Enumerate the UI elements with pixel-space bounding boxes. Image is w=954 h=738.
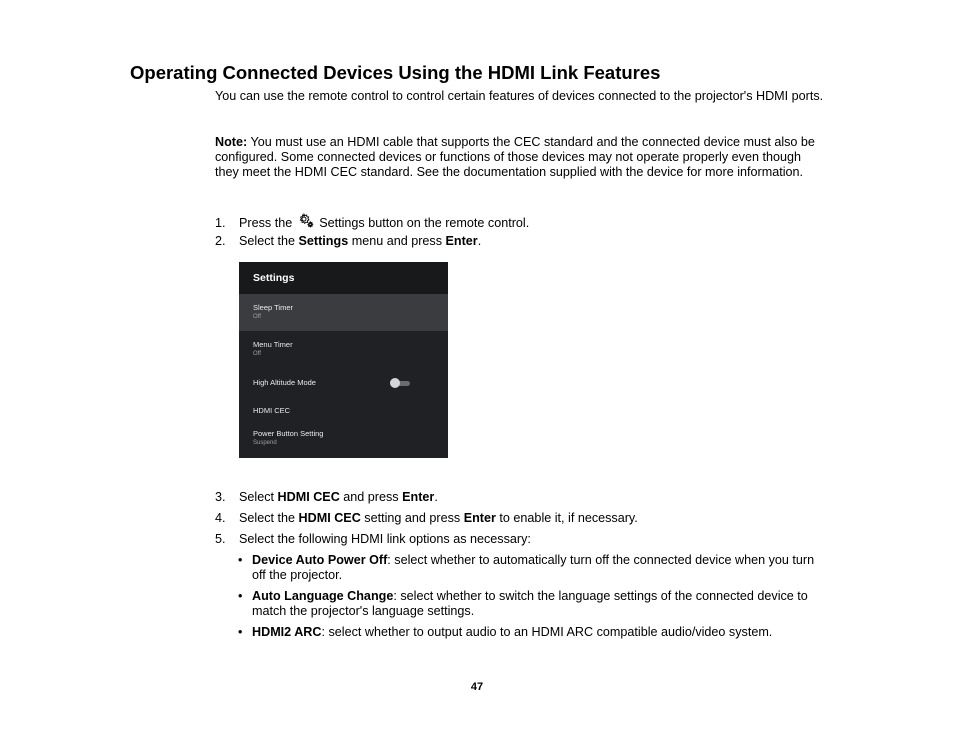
bullet-label: HDMI2 ARC bbox=[252, 625, 322, 639]
menu-item-hdmi-cec bbox=[239, 406, 448, 416]
menu-item-label: High Altitude Mode bbox=[253, 378, 316, 387]
step-number: 4. bbox=[215, 511, 226, 525]
step-number: 1. bbox=[215, 216, 226, 230]
step-4 bbox=[215, 511, 638, 526]
menu-item-label: Sleep Timer bbox=[253, 303, 294, 312]
step-text: to enable it, if necessary. bbox=[495, 511, 638, 525]
bullet-auto-language-change bbox=[238, 589, 828, 619]
step-bold: Enter bbox=[445, 234, 478, 248]
page-number: 47 bbox=[470, 681, 484, 693]
settings-menu-header: Settings bbox=[239, 262, 448, 294]
note-text: You must use an HDMI cable that supports the CEC standard and the connected device must also be configured. Some connected devices or functions of those devices may not operate properly even though they meet the HDMI CEC standard. See the documentation supplied with the device for more information. bbox=[215, 135, 815, 179]
step-5 bbox=[215, 532, 531, 547]
step-text: . bbox=[477, 234, 482, 248]
step-text: Select the bbox=[239, 234, 299, 248]
bullet-text: : select whether to switch the language settings of the connected device to match the projector's language settings. bbox=[252, 589, 808, 618]
step-bold: Enter bbox=[463, 511, 496, 525]
settings-gear-icon bbox=[298, 213, 314, 228]
menu-item-menu-timer bbox=[239, 340, 448, 358]
step-text: Press the bbox=[239, 216, 296, 230]
step-1 bbox=[215, 213, 529, 231]
bullet-label: Device Auto Power Off bbox=[252, 553, 388, 567]
menu-item-value: Off bbox=[253, 351, 261, 357]
bullet-dot: • bbox=[238, 589, 243, 603]
menu-item-value: Off bbox=[253, 314, 261, 320]
step-text: menu and press bbox=[348, 234, 446, 248]
step-text: Settings button on the remote control. bbox=[315, 216, 530, 230]
settings-menu-screenshot bbox=[239, 262, 448, 458]
step-text: and press bbox=[339, 490, 403, 504]
menu-item-power-button-setting bbox=[239, 429, 448, 447]
intro-paragraph: You can use the remote control to control certain features of devices connected to the projector's HDMI ports. bbox=[215, 89, 824, 103]
step-bold: HDMI CEC bbox=[277, 490, 340, 504]
step-bold: HDMI CEC bbox=[298, 511, 361, 525]
bullet-device-auto-power-off bbox=[238, 553, 828, 583]
menu-item-label: Power Button Setting bbox=[253, 429, 324, 438]
menu-item-sleep-timer bbox=[239, 294, 448, 331]
bullet-hdmi2-arc bbox=[238, 625, 828, 640]
bullet-text: : select whether to output audio to an HDMI ARC compatible audio/video system. bbox=[321, 625, 773, 639]
menu-item-high-altitude-mode bbox=[239, 378, 448, 388]
menu-item-label: Menu Timer bbox=[253, 340, 293, 349]
toggle-switch-icon bbox=[390, 379, 410, 387]
step-text: Select the following HDMI link options as necessary: bbox=[239, 532, 531, 546]
step-text: Select bbox=[239, 490, 278, 504]
note-label: Note: bbox=[215, 135, 248, 149]
menu-item-label: HDMI CEC bbox=[253, 406, 291, 415]
step-number: 2. bbox=[215, 234, 226, 248]
step-text: Select the bbox=[239, 511, 299, 525]
step-bold: Enter bbox=[402, 490, 435, 504]
step-bold: Settings bbox=[298, 234, 349, 248]
bullet-dot: • bbox=[238, 625, 243, 639]
page-title: Operating Connected Devices Using the HDMI Link Features bbox=[130, 62, 661, 83]
step-3 bbox=[215, 490, 438, 505]
step-2 bbox=[215, 234, 481, 249]
bullet-label: Auto Language Change bbox=[252, 589, 394, 603]
note-paragraph bbox=[215, 135, 827, 180]
menu-item-value: Suspend bbox=[253, 440, 277, 446]
step-number: 3. bbox=[215, 490, 226, 504]
step-number: 5. bbox=[215, 532, 226, 546]
step-text: setting and press bbox=[360, 511, 464, 525]
bullet-dot: • bbox=[238, 553, 243, 567]
step-text: . bbox=[434, 490, 438, 504]
bullet-text: : select whether to automatically turn off the connected device when you turn off the projector. bbox=[252, 553, 815, 582]
